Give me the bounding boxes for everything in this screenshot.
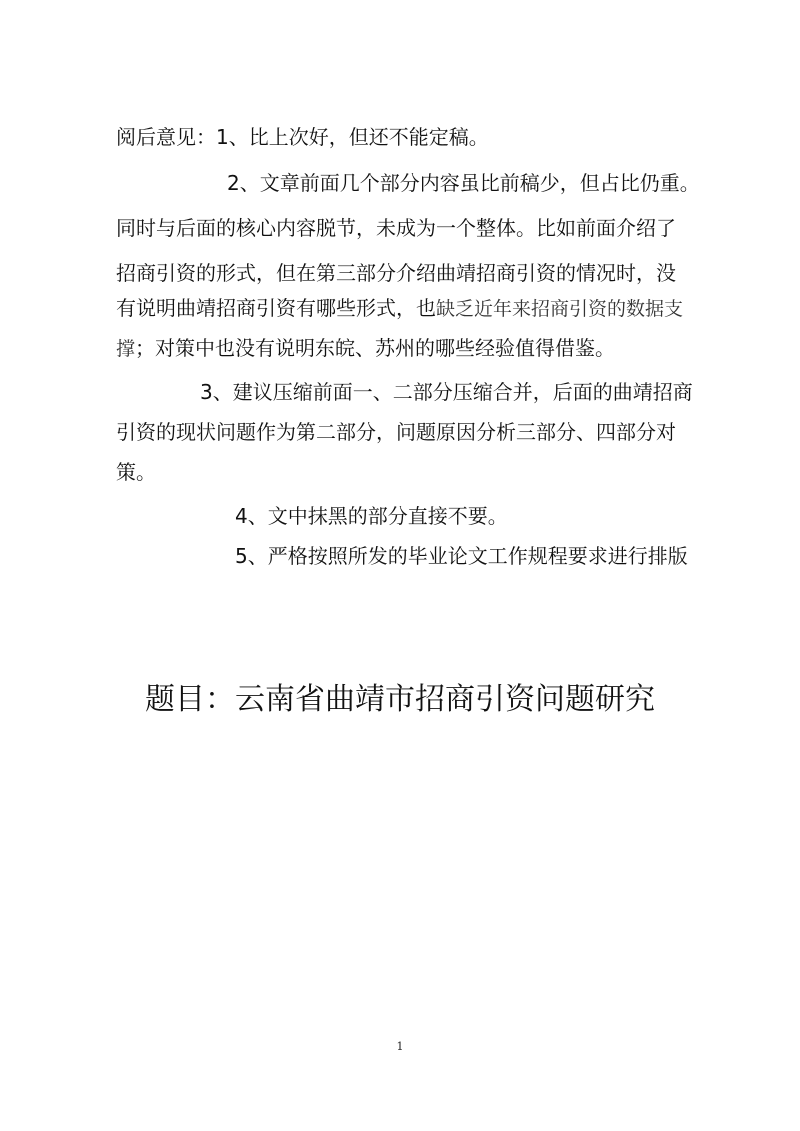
comment-line-10: 4、文中抹黑的部分直接不要。	[235, 504, 508, 528]
comment-line-4: 招商引资的形式，但在第三部分介绍曲靖招商引资的情况时，没	[116, 261, 676, 285]
comment-line-6	[116, 335, 615, 362]
comment-line-8: 引资的现状问题作为第二部分，问题原因分析三部分、四部分对	[116, 420, 676, 444]
comment-line-5	[116, 295, 683, 322]
comment-line-6-text: ；对策中也没有说明东皖、苏州的哪些经验值得借鉴。	[135, 336, 616, 360]
document-title: 题目：云南省曲靖市招商引资问题研究	[145, 682, 655, 717]
comment-line-5-text: 有说明曲靖招商引资有哪些形式，也	[116, 296, 436, 320]
comment-line-5-serif-text: 缺乏近年来招商引资的数据支	[436, 298, 684, 320]
comment-line-7: 3、建议压缩前面一、二部分压缩合并，后面的曲靖招商	[200, 380, 693, 404]
comment-line-6-serif-text: 撑	[116, 338, 136, 360]
comment-line-9: 策。	[116, 460, 156, 484]
comment-line-11: 5、严格按照所发的毕业论文工作规程要求进行排版	[235, 544, 688, 568]
comment-line-3: 同时与后面的核心内容脱节，未成为一个整体。比如前面介绍了	[116, 216, 676, 240]
page-number: 1	[396, 1040, 404, 1053]
comment-line-2: 2、文章前面几个部分内容虽比前稿少，但占比仍重。	[227, 171, 700, 195]
comment-line-1: 阅后意见：1、比上次好，但还不能定稿。	[116, 125, 489, 149]
